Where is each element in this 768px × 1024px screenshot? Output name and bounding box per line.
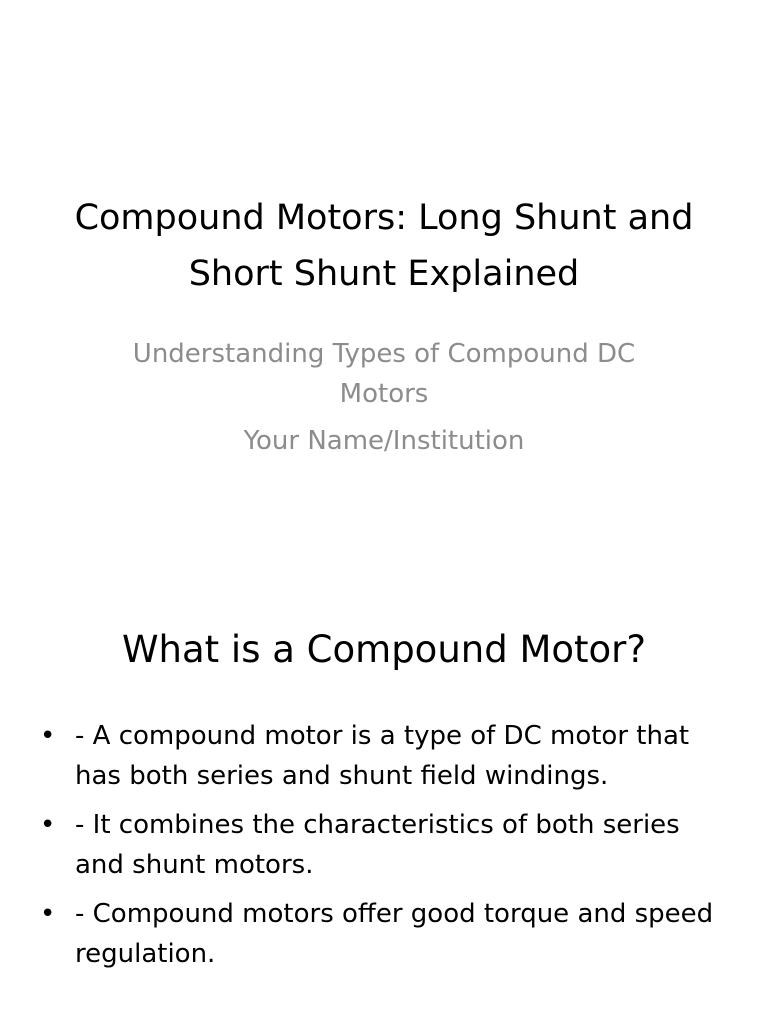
subtitle-line-author: Your Name/Institution — [243, 426, 525, 456]
slide-subtitle — [110, 334, 658, 468]
bullet-dot-icon: • — [40, 899, 56, 929]
bullet-text: - It combines the characteristics of both series and shunt motors. — [75, 810, 680, 880]
bullet-item — [40, 894, 730, 974]
bullet-text: - Compound motors offer good torque and speed regulation. — [75, 899, 714, 969]
slide-title: What is a Compound Motor? — [121, 628, 647, 671]
bullet-list — [40, 716, 730, 983]
bullet-dot-icon: • — [40, 810, 56, 840]
bullet-text: - A compound motor is a type of DC motor that has both series and shunt field windings. — [75, 721, 690, 791]
slide-title: Compound Motors: Long Shunt and Short Shunt Explained — [74, 198, 694, 294]
bullet-item — [40, 716, 730, 796]
content-slide — [0, 576, 768, 1024]
bullet-item — [40, 805, 730, 885]
subtitle-line-topic: Understanding Types of Compound DC Motors — [132, 339, 636, 409]
bullet-dot-icon: • — [40, 721, 56, 751]
